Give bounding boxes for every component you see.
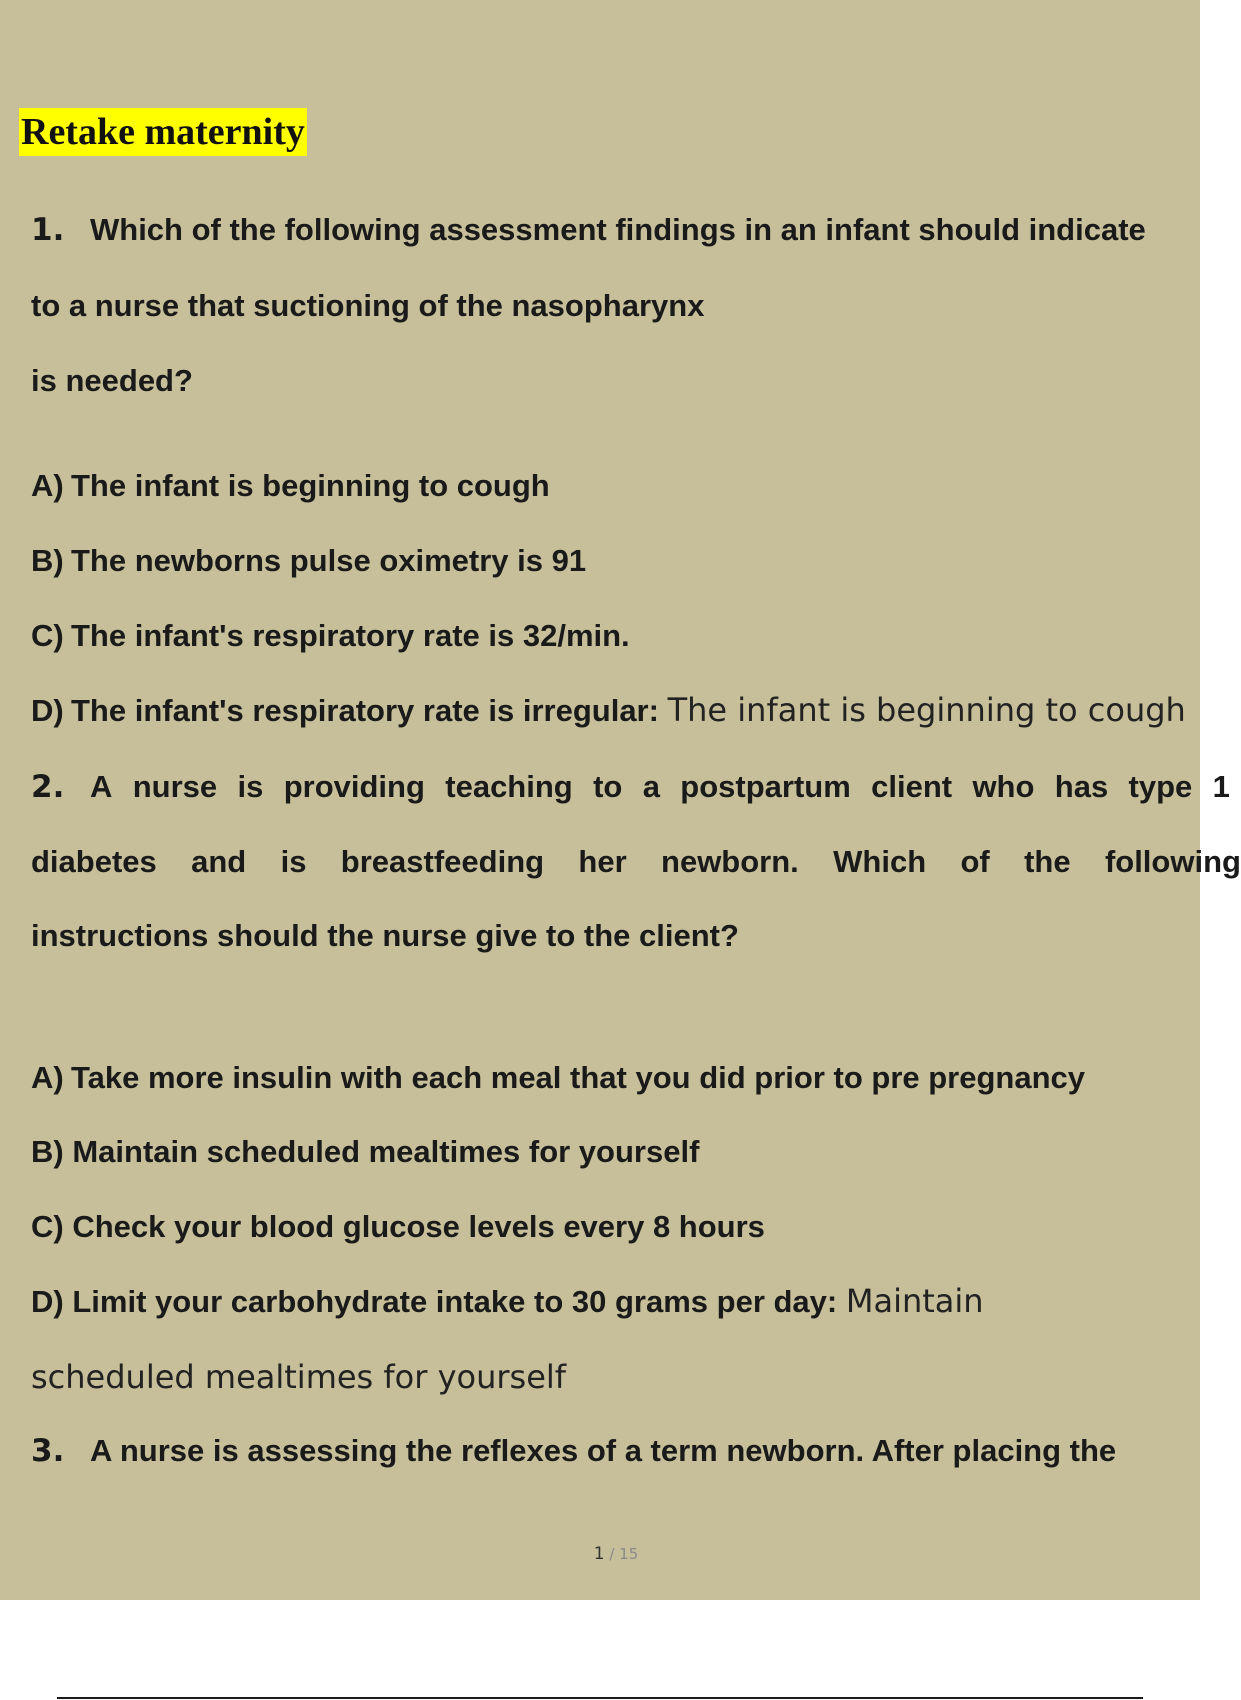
word: has: [1054, 769, 1109, 804]
question-2-option-b: [31, 1134, 699, 1170]
option-letter: B): [31, 543, 64, 578]
word: teaching: [445, 769, 573, 804]
answer-text: The infant is beginning to cough: [667, 691, 1186, 729]
word: postpartum: [680, 769, 851, 804]
question-1-stem-line-3: is needed?: [31, 363, 193, 398]
word: to: [593, 769, 623, 804]
word: a: [642, 769, 660, 804]
question-2-option-a: [31, 1060, 1085, 1096]
word: diabetes: [31, 844, 157, 879]
word: who: [972, 769, 1035, 804]
option-text: Check your blood glucose levels every 8 hours: [72, 1209, 765, 1244]
question-2-stem-line-3: instructions should the nurse give to the client?: [31, 918, 739, 953]
option-text: The infant's respiratory rate is 32/min.: [71, 618, 630, 653]
option-text: The newborns pulse oximetry is 91: [71, 543, 587, 578]
question-text: Which of the following assessment findings in an infant should indicate: [90, 212, 1146, 247]
question-2-option-c: [31, 1209, 765, 1245]
question-number: 3.: [31, 1433, 65, 1469]
option-letter: C): [31, 618, 64, 653]
question-2-option-d: [31, 1283, 984, 1320]
word: client: [871, 769, 953, 804]
question-2-stem-line-1: [31, 769, 90, 805]
option-text: Limit your carbohydrate intake to 30 grams per day:: [72, 1284, 838, 1319]
word: following: [1104, 844, 1241, 879]
question-2-stem-line-1-text: [90, 769, 1230, 805]
divider-line: [57, 1697, 1143, 1699]
page-separator: /: [604, 1545, 620, 1563]
option-letter: A): [31, 468, 64, 503]
question-2-answer-continued: scheduled mealtimes for yourself: [31, 1358, 567, 1396]
current-page: 1: [593, 1544, 605, 1564]
word: her: [578, 844, 627, 879]
word: Which: [833, 844, 927, 879]
option-text: The infant's respiratory rate is irregular:: [71, 693, 659, 728]
word: 1: [1212, 769, 1230, 804]
question-2-stem-line-2: [31, 844, 1241, 880]
question-1-option-d: [31, 692, 1186, 729]
question-1-option-b: [31, 543, 586, 579]
question-1-stem-line-2: to a nurse that suctioning of the nasopharynx: [31, 288, 705, 323]
question-1-option-c: [31, 618, 630, 654]
word: A: [90, 769, 113, 804]
option-text: The infant is beginning to cough: [71, 468, 550, 503]
word: is: [237, 769, 264, 804]
option-letter: D): [31, 1284, 64, 1319]
option-letter: A): [31, 1060, 64, 1095]
word: breastfeeding: [340, 844, 545, 879]
option-text: Maintain scheduled mealtimes for yourself: [72, 1134, 700, 1169]
question-1-option-a: [31, 468, 550, 504]
word: providing: [283, 769, 425, 804]
page-number: [0, 1544, 1232, 1564]
word: and: [191, 844, 247, 879]
word: type: [1128, 769, 1193, 804]
answer-text: Maintain: [845, 1282, 984, 1320]
word: is: [280, 844, 307, 879]
word: the: [1024, 844, 1071, 879]
question-1-stem-line-1: [31, 212, 1146, 248]
document-title: Retake maternity: [19, 108, 307, 156]
option-letter: B): [31, 1134, 64, 1169]
total-pages: 15: [619, 1545, 639, 1563]
option-letter: C): [31, 1209, 64, 1244]
word: nurse: [132, 769, 218, 804]
question-number: 1.: [31, 212, 65, 248]
word: of: [960, 844, 990, 879]
question-3-stem-line-1: [31, 1433, 1116, 1469]
question-number: 2.: [31, 769, 65, 805]
question-text: A nurse is assessing the reflexes of a term newborn. After placing the: [90, 1433, 1117, 1468]
option-letter: D): [31, 693, 64, 728]
option-text: Take more insulin with each meal that you did prior to pre pregnancy: [71, 1060, 1086, 1095]
word: newborn.: [661, 844, 799, 879]
